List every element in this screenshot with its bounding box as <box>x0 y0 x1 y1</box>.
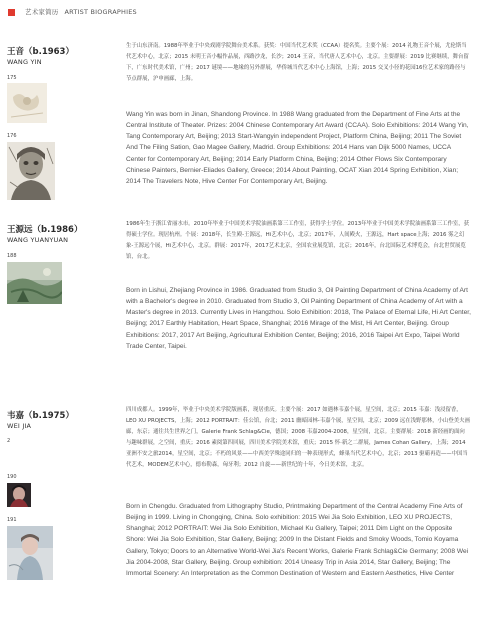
artwork-thumbnail <box>7 83 47 123</box>
artist-name-en: WEI JIA <box>7 422 32 430</box>
artwork-number: 191 <box>7 517 17 523</box>
artist-name-en: WANG YUANYUAN <box>7 236 69 244</box>
accent-square <box>8 9 15 16</box>
artwork-thumbnail <box>7 483 31 507</box>
artist-bio-cn: 生于山东济南。1988年毕业于中央戏剧学院舞台美术系。获奖：中国当代艺术奖（CCAA）提名奖。主要个展：2014 礼物王音个展，尤伦斯当代艺术中心，北京；2015 未明王音小幅作品展，西路沙龙，长沙；2014 王音，当代唐人艺术中心，北京。主要群展：2019 比赛继续，舞台留下，广东时代美术馆，广州；2017 谜境——地缘的另外群展，华侨城当代艺术中心上海馆，上海；2015 交叉小径的花园16位艺术家的路径与节点群展，沪申画廊，上海。 <box>126 43 469 82</box>
artwork-number: 175 <box>7 75 17 81</box>
artist-name-cn: 韦嘉（b.1975） <box>7 411 74 421</box>
artwork-number: 190 <box>7 474 17 480</box>
artwork-number: 176 <box>7 133 17 139</box>
header-title-cn: 艺术家简历 <box>25 8 59 16</box>
artist-bio-cn: 四川成都人。1999年，毕业于中央美术学院版画系，现居重庆。主要个展：2017 如遇林韦嘉个展，星空间，北京；2015 韦嘉：浅浸留香，LEO XU PROJECTS，上海；2012 PORTRAIT：佳公馆，台北；2011 幽暗园林-韦嘉个展，星空间，北京；2009 远在浅野那林，小山登美夫画廊，东京；通往共生世界之门，Galerie Frank Schlag&Cie，德国；2008 韦嘉2004-2008，星空间，北京。主要群展：2018 新经画的面向与趣味群展，之空间，重庆；2016 素阅第四回展，四川美术学院美术馆，重庆；2015 怀·新之二群展，James Cohan Gallery，上海；2014 亚洲不安之旅2014，星空间，北京；不朽的风景——中西美学殊途同归的一种表现形式，蜂巢当代艺术中心，北京；2013 驱霸再造——中国当代艺术，MODEM艺术中心，德布勒森，匈牙利；2012 自旋——新世纪的十年，今日美术馆，北京。 <box>126 407 470 468</box>
artist-bio-cn: 1986年生于浙江省丽水市。2010年毕业于中国美术学院油画系第三工作室，获得学士学位。2013年毕业于中国美术学院油画系第三工作室，获得硕士学位。现居杭州。个展：2018年，长生殿-王源远，Hi艺术中心，北京；2017年，人间殿火，王源远，Hart space上海；2016 雾之幻象-王源远个展，Hi艺术中心，北京。群展：2017年，2017艺术北京，全国农业展览馆，北京；2016年，台北国际艺术博览会，台北世贸展览馆，台北。 <box>126 221 470 260</box>
artwork-thumbnail <box>7 526 53 580</box>
page-header <box>0 0 480 22</box>
artist-bio-en: Wang Yin was born in Jinan, Shandong Province. In 1988 Wang graduated from the Department of Fine Arts at the Central Institute of Theater. Prizes: 2004 Chinese Contemporary Art Award (CCAA). Solo Exhibitions: 2014 Wang Yin, Tang Contemporary Art, Beijing; 2013 Start-Wangyin independent Project, Platform China, Beijing; 2011 The Soviet And The Filing Sation, Gao Magee Gallery, Madrid. Group Exhibitions: 2014 Hans van Dijk 5000 Names, UCCA Center for Contemporary Art, Beijing; 2014 Early Platform China, Beijing; 2014 Other Flows Six Contemporary Chinese Painters, Bernier-Eliades Gallery, Greece; 2014 About Painting, OCAT Xian 2014 Spring Exhibition, Xian; 2014 The Travelers Note, Hive Center For Contemporary Art, Beijing. <box>126 111 469 185</box>
header-title <box>25 7 137 16</box>
artist-bio-en: Born in Lishui, Zhejiang Province in 1986. Graduated from Studio 3, Oil Painting Department of China Academy of Art with a Bachelor's degree in 2010. Graduated from Studio 3, Oil Painting Department of China Academy of Art with a Master's degree in 2013. Currently Lives in Hangzhou. Solo Exhibition: 2018, The Palace of Eternal Life, Hi Art Center, Beijing; 2017 Earthly Habitation, Heart Space, Shanghai; 2016 Mirage of the Mist, Hi Art Center, Beijing. Group Exhibitions: 2017, 2017 Art Beijing, Agricultural Exhibition Center, Beijing; 2016, 2016 Taipei Art Expo, Taipei World Trade Center, Taipei. <box>126 287 471 350</box>
artist-name-cn: 王源远（b.1986） <box>7 225 83 235</box>
artwork-thumbnail <box>7 262 62 304</box>
artwork-thumbnail <box>7 142 55 200</box>
artist-name-en: WANG YIN <box>7 58 42 66</box>
artwork-number: 188 <box>7 253 17 259</box>
artist-name-cn: 王音（b.1963） <box>7 47 74 57</box>
artist-bio-en: Born in Chengdu. Graduated from Lithography Studio, Printmaking Department of the Central Academy Fine Arts of Beijing in 1999. Living in Chongqing, China. Solo exhibition: 2015 Wei Jia Solo Exhibition, LEO XU PROJECTS, Shanghai; 2012 PORTRAIT: Wei Jia Solo Exhibition, Michael Ku Gallery, Taipei; 2011 Dim Light on the Opposite Shore: Wei Jia Solo Exhibition, Star Gallery, Beijing; 2009 In the Distant Fields and Smoky Woods, Tomio Koyama Gallery, Tokyo; Doors to an Alternative World-Wei Jia's Recent Works, Galerie Frank Schlag&Cie Germany; 2008 Wei Jia 2004-2008, Star Gallery, Beijing. Group exhibition: 2014 Uneasy Trip in Asia 2014, Star Gallery, Beijing; The Immortal Scenery: An Interpretation as the Common Destination of Western and Eastern Aesthetics, Hive Center <box>126 503 469 577</box>
artwork-number: 2 <box>7 438 11 444</box>
header-title-en: ARTIST BIOGRAPHIES <box>64 8 137 16</box>
